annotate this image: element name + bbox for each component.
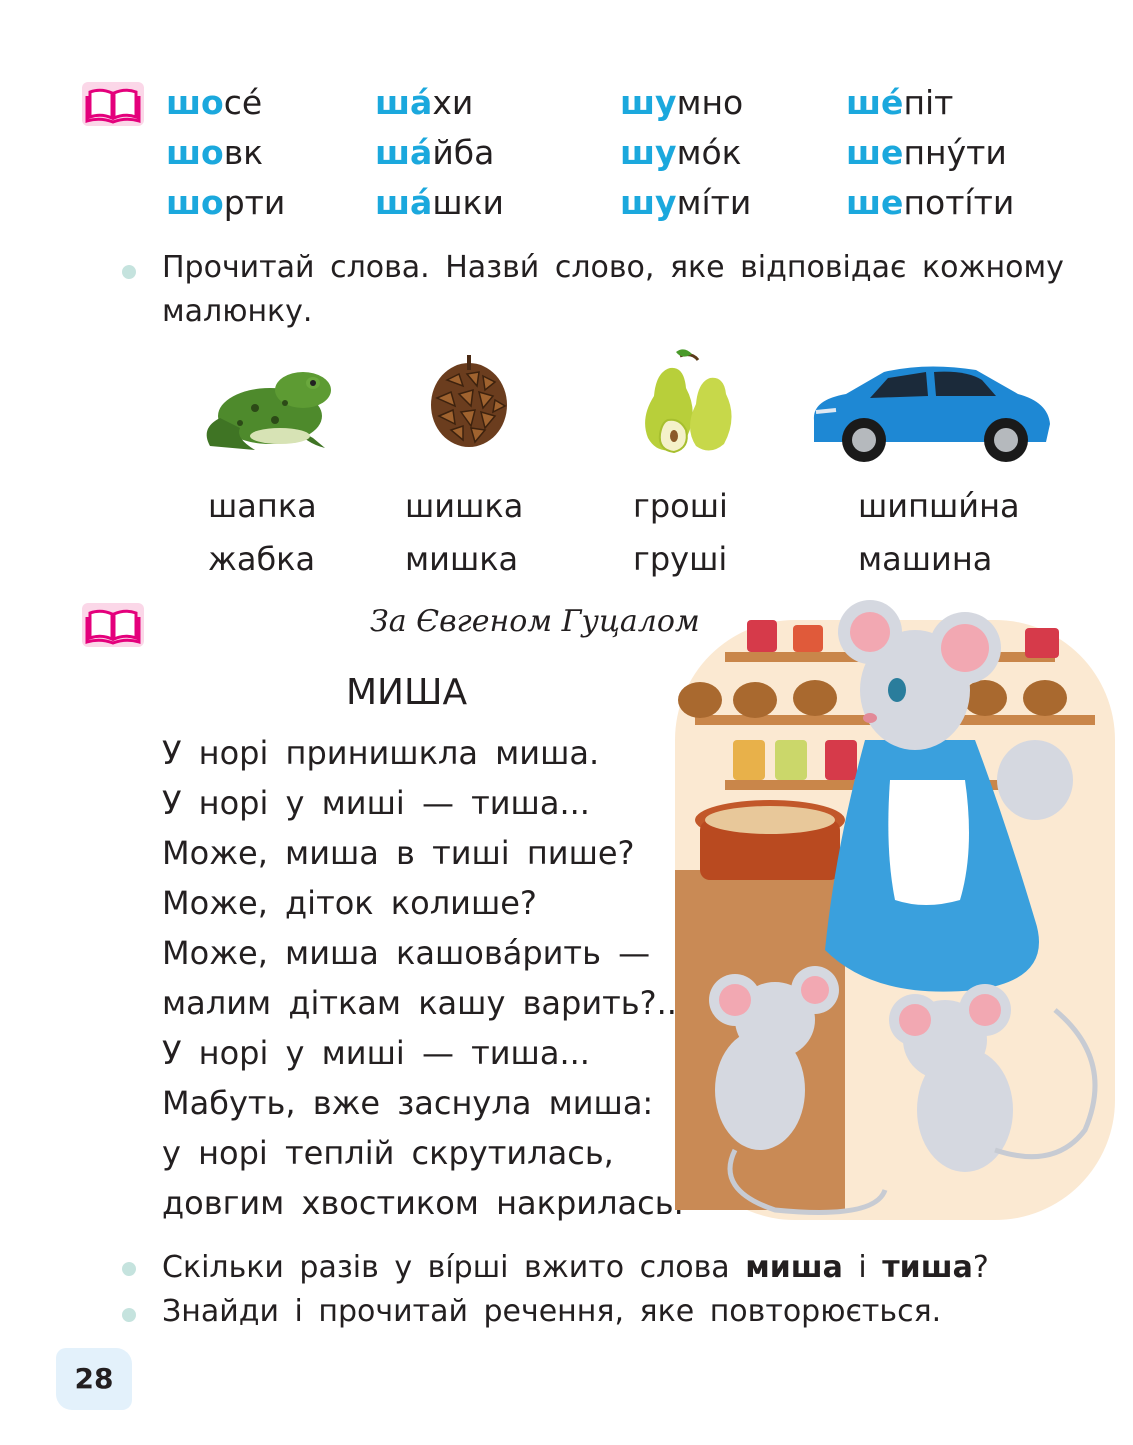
word-item: шорти bbox=[166, 183, 286, 222]
word-choice-4: шипши́на машина bbox=[858, 487, 1020, 578]
poem-line: У норі у миші — тиша... bbox=[162, 1034, 590, 1072]
poem-text bbox=[162, 728, 684, 1228]
poem-line: У норі у миші — тиша... bbox=[162, 784, 590, 822]
word-item: шовк bbox=[166, 133, 264, 172]
task-instruction: Прочитай слова. Назви́ слово, яке відповідає кожному малюнку. bbox=[162, 250, 1064, 329]
car-image bbox=[806, 350, 1054, 465]
question-1: Скільки разів у ві́рші вжито слова миша і тиша? bbox=[162, 1250, 989, 1285]
word-choice-1: шапка жабка bbox=[208, 487, 317, 578]
word-item: шумі́ти bbox=[620, 183, 752, 222]
poem-line: малим діткам кашу варить?.. bbox=[162, 984, 677, 1022]
bullet-icon bbox=[122, 1262, 136, 1276]
word-item: шепотíти bbox=[846, 183, 1015, 222]
word-item: шумно bbox=[620, 83, 744, 122]
word-item: ша́хи bbox=[375, 83, 474, 122]
word-column-3 bbox=[620, 78, 751, 228]
author-line: За Євгеном Гуцалом bbox=[370, 604, 700, 639]
poem-line: у норі теплій скрутилась, bbox=[162, 1134, 614, 1172]
book-icon bbox=[82, 603, 144, 647]
word-column-4 bbox=[846, 78, 1014, 228]
word-item: шумо́к bbox=[620, 133, 742, 172]
word-item: ше́піт bbox=[846, 83, 954, 122]
bullet-icon bbox=[122, 265, 136, 279]
frog-image bbox=[195, 358, 335, 453]
poem-title: МИША bbox=[346, 672, 468, 713]
book-icon bbox=[82, 82, 144, 126]
word-item: шосе́ bbox=[166, 83, 263, 122]
question-2: Знайди і прочитай речення, яке повторюється. bbox=[162, 1294, 942, 1329]
word-choice-3: гроші груші bbox=[633, 487, 728, 578]
poem-line: Може, діток колише? bbox=[162, 884, 537, 922]
word-item: ша́йба bbox=[375, 133, 495, 172]
word-item: шепну́ти bbox=[846, 133, 1007, 172]
word-column-2 bbox=[375, 78, 504, 228]
page-number: 28 bbox=[56, 1348, 132, 1410]
word-column-1 bbox=[166, 78, 285, 228]
word-item: ша́шки bbox=[375, 183, 504, 222]
poem-line: Мабуть, вже заснула миша: bbox=[162, 1084, 654, 1122]
bullet-icon bbox=[122, 1308, 136, 1322]
pears-image bbox=[640, 348, 740, 458]
poem-line: Може, миша в тиші пише? bbox=[162, 834, 635, 872]
mouse-family-illustration bbox=[675, 590, 1115, 1230]
poem-line: Може, миша кашова́рить — bbox=[162, 934, 651, 972]
poem-line: довгим хвостиком накрилась. bbox=[162, 1184, 684, 1222]
word-choice-2: шишка мишка bbox=[405, 487, 524, 578]
poem-line: У норі принишкла миша. bbox=[162, 734, 600, 772]
pine-cone-image bbox=[427, 350, 512, 448]
